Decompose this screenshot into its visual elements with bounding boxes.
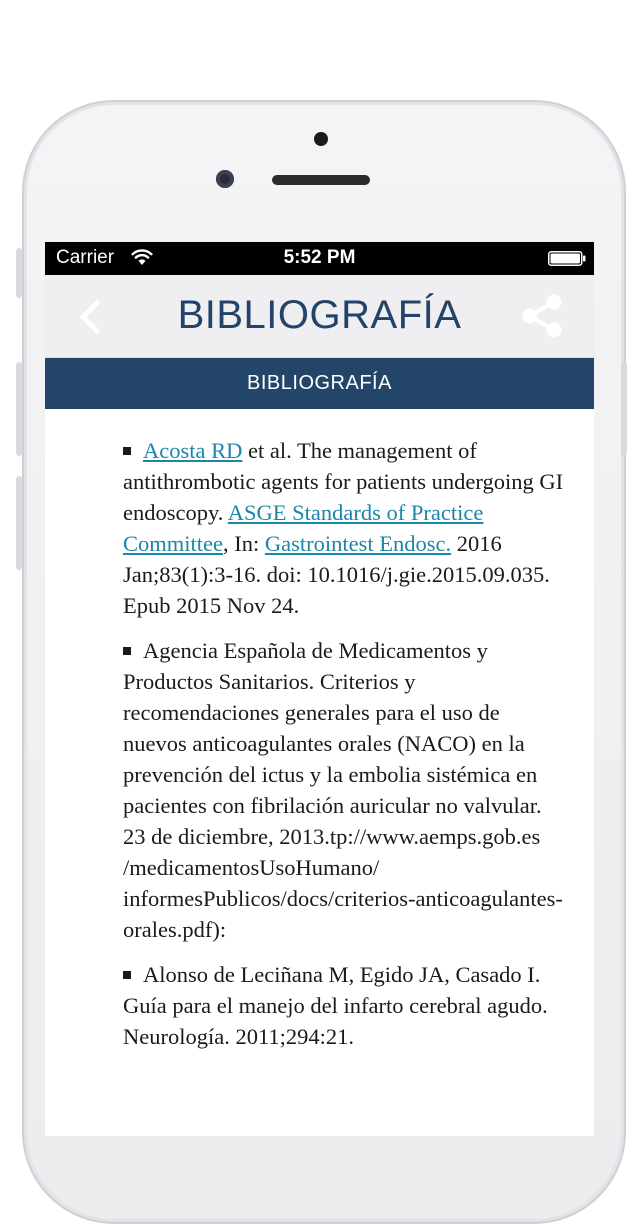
battery-icon [548,251,586,266]
list-item [123,635,568,945]
entry-text: Alonso de Leciñana M, Egido JA, Casado I. Guía para el manejo del infarto cerebral agudo. Neurología. 2011;294:21. [123,962,548,1049]
author-link-acosta[interactable]: Acosta RD [143,438,243,463]
entry-text: , In: [223,531,265,556]
list-item [123,435,568,621]
power-button [621,362,627,456]
list-item [123,959,568,1052]
volume-down-button [16,476,22,570]
bullet [123,447,131,455]
entry-text: et al. The management of antithrombotic agents for patients undergoing GI endoscopy. [123,438,564,525]
entry-text: 2016 Jan;83(1):3-16. doi: 10.1016/j.gie.2015.09.035. Epub 2015 Nov 24. [123,531,550,618]
status-bar [45,242,594,275]
page-title: BIBLIOGRAFÍA [177,293,462,337]
proximity-sensor [314,132,328,146]
carrier-label: Carrier [56,247,115,268]
share-icon[interactable] [520,293,564,339]
bibliography-list [45,409,594,1052]
mute-switch [16,248,22,298]
committee-link[interactable]: ASGE Standards of Practice Committee [123,500,484,556]
bullet [123,971,131,979]
volume-up-button [16,362,22,456]
earpiece-speaker [272,175,370,185]
journal-link[interactable]: Gastrointest Endosc. [264,531,452,556]
bullet [123,647,131,655]
app-screen [45,242,594,1136]
status-time: 5:52 PM [283,247,356,268]
section-header: BIBLIOGRAFÍA [45,358,594,409]
entry-text: Agencia Española de Medicamentos y Productos Sanitarios. Criterios y recomendaciones generales para el uso de nuevos anticoagulantes orales (NACO) en la prevención del ictus y la embolia sistémica en pacientes con fibrilación auricular no valvular. 23 de diciembre, 2013.tp://www.aemps.gob.es /medicamentosUsoHumano/ informesPublicos/docs/criterios-anticoagulantes- orales.pdf): [123,638,563,942]
navigation-bar [45,275,594,358]
front-camera [216,170,234,188]
